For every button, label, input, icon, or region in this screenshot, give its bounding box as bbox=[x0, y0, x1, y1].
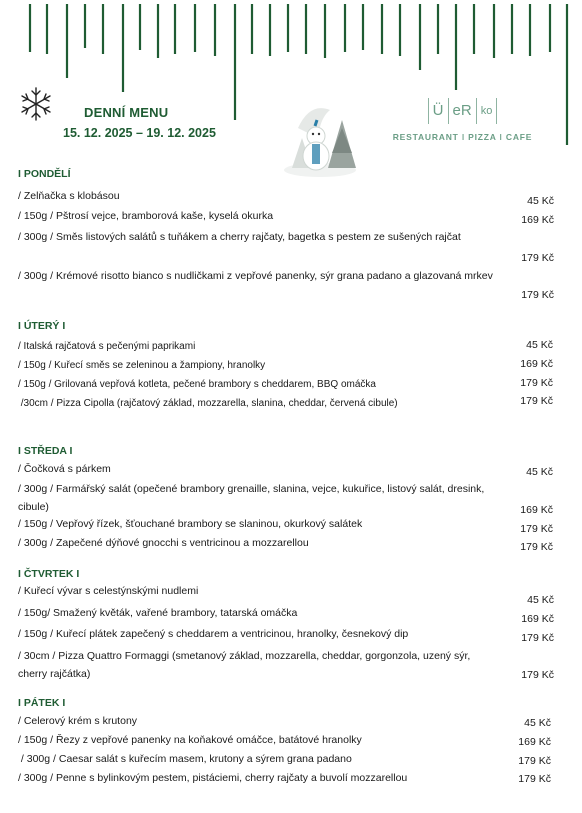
menu-item-price: 169 Kč bbox=[520, 504, 553, 516]
menu-item-price: 45 Kč bbox=[526, 339, 553, 351]
menu-item-price: 179 Kč bbox=[518, 773, 551, 785]
restaurant-logo bbox=[385, 96, 540, 142]
day-title-friday: I PÁTEK I bbox=[18, 697, 66, 709]
logo-letter: eR bbox=[448, 98, 476, 124]
day-title-tuesday: I ÚTERÝ I bbox=[18, 320, 66, 332]
menu-item: / 150g / Pštrosí vejce, bramborová kaše, kyselá okurka bbox=[18, 210, 274, 222]
menu-item: / 300g / Farmářský salát (opečené brambory grenaille, slanina, vejce, kukuřice, listový salát, dresink, cibule) bbox=[18, 483, 485, 513]
logo-letter: Ü bbox=[428, 98, 448, 124]
menu-item: / 150g / Kuřecí plátek zapečený s cheddarem a ventricinou, hranolky, česnekový dip bbox=[18, 628, 409, 640]
menu-item: / 300g / Krémové risotto bianco s nudličkami z vepřové panenky, sýr grana padano a glazovaná mrkev bbox=[18, 270, 493, 282]
menu-item: / 150g/ Smažený květák, vařené brambory, tatarská omáčka bbox=[18, 607, 298, 619]
menu-item: / Zelňačka s klobásou bbox=[18, 190, 120, 202]
snowflake-icon bbox=[18, 86, 54, 122]
menu-item-price: 169 Kč bbox=[520, 358, 553, 370]
menu-item: / Čočková s párkem bbox=[18, 463, 111, 475]
menu-item-price: 179 Kč bbox=[520, 395, 553, 407]
menu-item-price: 45 Kč bbox=[526, 466, 553, 478]
menu-item: / 300g / Směs listových salátů s tuňákem a cherry rajčaty, bagetka s pestem ze sušených rajčat bbox=[18, 231, 461, 243]
menu-item: / 150g / Grilovaná vepřová kotleta, pečené brambory s cheddarem, BBQ omáčka bbox=[18, 379, 376, 390]
menu-item-price: 45 Kč bbox=[527, 195, 554, 207]
menu-item-price: 169 Kč bbox=[521, 613, 554, 625]
logo-mark bbox=[385, 96, 540, 126]
menu-item-price: 45 Kč bbox=[527, 594, 554, 606]
day-title-wednesday: I STŘEDA I bbox=[18, 445, 73, 457]
menu-item: / Kuřecí vývar s celestýnskými nudlemi bbox=[18, 585, 199, 597]
logo-letter: ko bbox=[476, 98, 498, 124]
menu-item: / 300g / Penne s bylinkovým pestem, pistáciemi, cherry rajčaty a buvolí mozzarellou bbox=[18, 772, 408, 784]
menu-item: / 30cm / Pizza Quattro Formaggi (smetanový základ, mozzarella, cheddar, gorgonzola, uzený sýr, cherry rajčátka) bbox=[18, 650, 471, 680]
day-title-monday: I PONDĚLÍ bbox=[18, 168, 71, 180]
menu-item-price: 179 Kč bbox=[520, 523, 553, 535]
snowman-tree-illustration bbox=[280, 98, 360, 178]
menu-item: / 150g / Kuřecí směs se zeleninou a žampiony, hranolky bbox=[18, 360, 266, 371]
menu-item: / Celerový krém s krutony bbox=[18, 715, 138, 727]
menu-item: / 300g / Caesar salát s kuřecím masem, krutony a sýrem grana padano bbox=[18, 753, 352, 765]
menu-item-price: 179 Kč bbox=[520, 541, 553, 553]
menu-item: / 150g / Řezy z vepřové panenky na koňakové omáčce, batátové hranolky bbox=[18, 734, 362, 746]
menu-item-price: 45 Kč bbox=[524, 717, 551, 729]
menu-item-price: 179 Kč bbox=[521, 252, 554, 264]
menu-item-price: 179 Kč bbox=[521, 669, 554, 681]
menu-dates: 15. 12. 2025 – 19. 12. 2025 bbox=[63, 126, 216, 140]
menu-item-price: 169 Kč bbox=[521, 214, 554, 226]
menu-item-price: 179 Kč bbox=[520, 377, 553, 389]
menu-item-price: 179 Kč bbox=[521, 289, 554, 301]
menu-item-price: 179 Kč bbox=[518, 755, 551, 767]
menu-item-price: 169 Kč bbox=[518, 736, 551, 748]
menu-item: /30cm / Pizza Cipolla (rajčatový základ, mozzarella, slanina, cheddar, červená cibule) bbox=[18, 398, 398, 409]
logo-subtitle: RESTAURANT ǀ PIZZA ǀ CAFE bbox=[392, 132, 533, 142]
menu-item: / Italská rajčatová s pečenými paprikami bbox=[18, 341, 196, 352]
menu-item: / 300g / Zapečené dýňové gnocchi s ventricinou a mozzarellou bbox=[18, 537, 309, 549]
day-title-thursday: I ČTVRTEK I bbox=[18, 568, 80, 580]
menu-title: DENNÍ MENU bbox=[84, 105, 169, 120]
menu-item-price: 179 Kč bbox=[521, 632, 554, 644]
menu-item: / 150g / Vepřový řízek, šťouchané brambory se slaninou, okurkový salátek bbox=[18, 518, 363, 530]
